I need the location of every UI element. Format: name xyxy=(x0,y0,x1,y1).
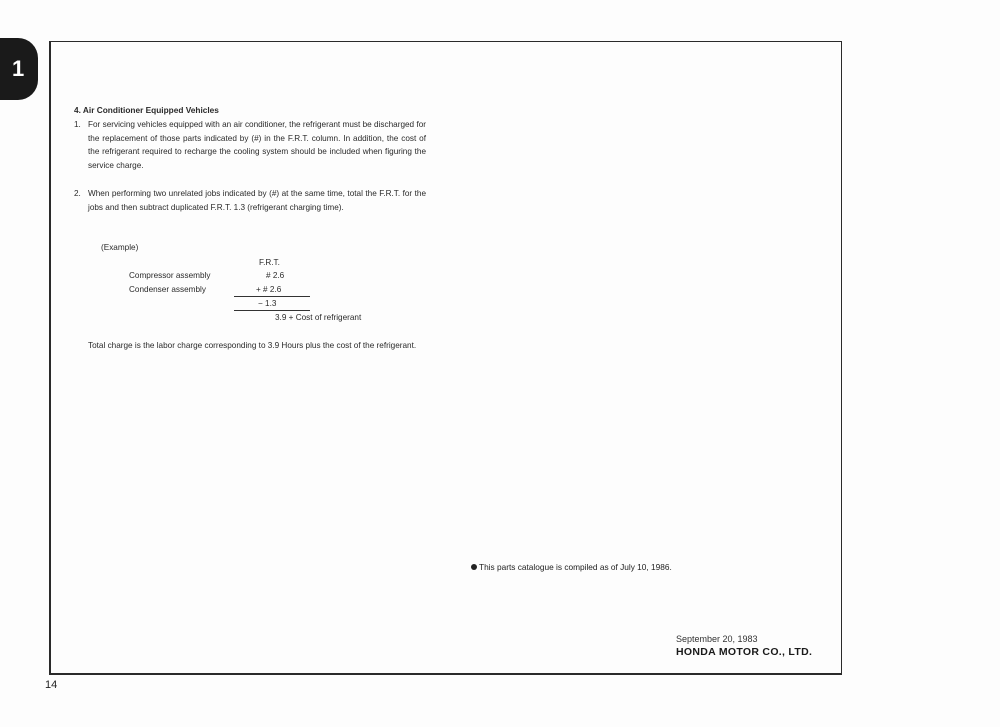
bullet-icon xyxy=(471,564,477,570)
footer-company: HONDA MOTOR CO., LTD. xyxy=(676,646,813,658)
row-label-condenser: Condenser assembly xyxy=(129,285,206,294)
frt-header: F.R.T. xyxy=(259,258,280,267)
example-label: (Example) xyxy=(101,243,139,252)
page-number: 14 xyxy=(45,679,58,691)
total-charge-text: Total charge is the labor charge corresponding to 3.9 Hours plus the cost of the refrigerant. xyxy=(88,341,417,350)
row-label-compressor: Compressor assembly xyxy=(129,271,211,280)
item-2-number: 2. xyxy=(74,189,81,198)
item-2-text: When performing two unrelated jobs indicated by (#) at the same time, total the F.R.T. for the jobs and then subtract duplicated F.R.T. 1.3 (refrigerant charging time). xyxy=(88,189,426,212)
catalogue-note-text: This parts catalogue is compiled as of July 10, 1986. xyxy=(479,562,672,572)
chapter-tab-number: 1 xyxy=(12,56,25,81)
catalogue-note xyxy=(471,562,672,572)
footer-date: September 20, 1983 xyxy=(676,634,758,644)
total-value: 3.9 + Cost of refrigerant xyxy=(275,313,362,322)
row-value-condenser: + # 2.6 xyxy=(256,285,282,294)
item-1-number: 1. xyxy=(74,120,81,129)
section-heading: 4. Air Conditioner Equipped Vehicles xyxy=(74,105,219,115)
row-value-compressor: # 2.6 xyxy=(266,271,285,280)
item-1-text: For servicing vehicles equipped with an air conditioner, the refrigerant must be discharged for the replacement of those parts indicated by (#) in the F.R.T. column. In addition, the cost of the refrigerant required to recharge the cooling system should be included when figuring the service charge. xyxy=(88,120,426,170)
subtract-value: − 1.3 xyxy=(258,299,277,308)
